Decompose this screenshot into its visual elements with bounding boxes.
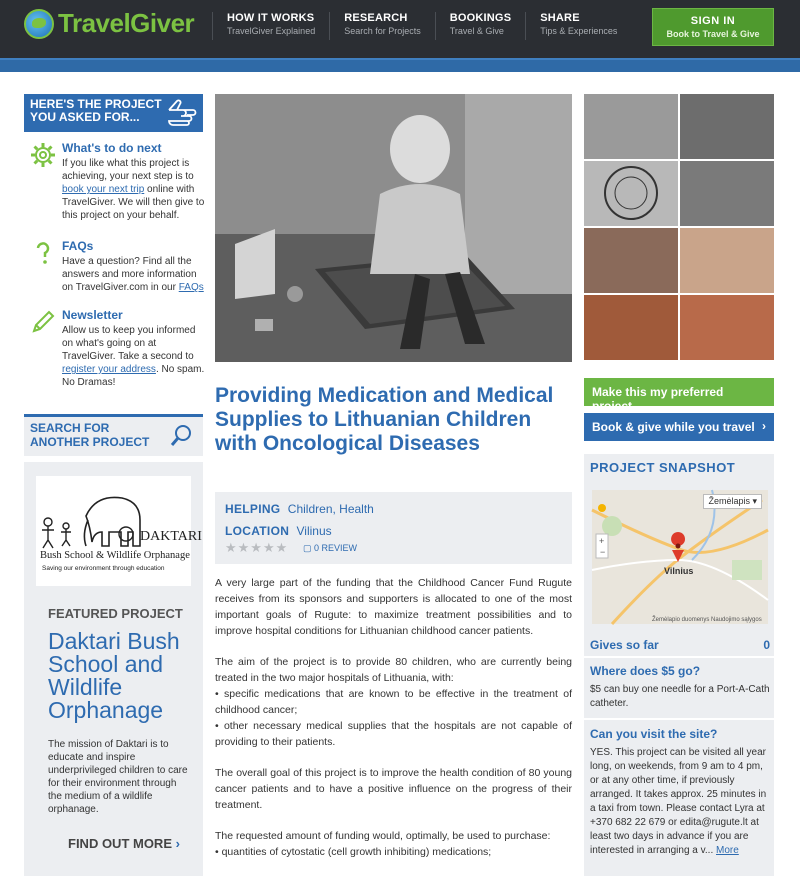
sign-in-label: SIGN IN: [690, 15, 736, 27]
banner-line: HERE'S THE PROJECT: [30, 97, 162, 111]
nav-title: BOOKINGS: [449, 12, 512, 24]
nav-title: RESEARCH: [344, 12, 408, 24]
daktari-logo-sub: Bush School & Wildlife Orphanage: [40, 550, 190, 561]
featured-project: [24, 462, 203, 876]
comment-icon: ▢: [303, 543, 312, 553]
divider: [584, 656, 774, 658]
description-paragraph: The overall goal of this project is to improve the health condition of 80 young cancer patients and to have a positive influence on the progress of their treatment.: [215, 767, 572, 811]
visit-more-link[interactable]: More: [716, 845, 739, 856]
faq-text: Have a question? Find all the answers and more information on TravelGiver.com in our: [62, 256, 197, 293]
rugute-seal-icon: [584, 161, 678, 226]
newsletter-text: Allow us to keep you informed on what's going on at TravelGiver. Take a second to: [62, 325, 196, 362]
description-paragraph: A very large part of the funding that the Childhood Cancer Fund Rugute receives from its sponsors and supporters is allocated to one of the most important goals of Rugute: to maximize treatment possibilities and to improve hospital conditions for Lithuanian childhood cancer patients.: [215, 577, 572, 637]
book-and-give-label: Book & give while you travel: [592, 420, 755, 434]
chevron-right-icon: ›: [762, 419, 766, 433]
project-main-photo[interactable]: [215, 94, 572, 362]
featured-description: The mission of Daktari is to educate and inspire underprivileged children to care for their environment through the medium of a wildlife orphanage.: [48, 739, 188, 815]
logo-text: TravelGiver: [58, 8, 195, 38]
thumbnail[interactable]: [680, 228, 774, 293]
globe-icon: [24, 9, 54, 39]
main-nav: [212, 12, 631, 40]
map-city-label: Vilnius: [664, 566, 694, 576]
newsletter-block: [30, 309, 205, 389]
thumbnail[interactable]: [680, 295, 774, 360]
question-mark-icon: [30, 240, 56, 266]
visit-description: YES. This project can be visited all year long, on weekends, from 9 am to 4 pm, or at any other time, if previously arranged. It takes approx. 25 minutes in a taxi from town. Please contact Lyra at +370 682 22 679 or edita@rugute.lt at least two days in advance if you are interested in arranging a v...: [590, 747, 767, 856]
daktari-logo-name: DAKTARI: [140, 529, 202, 544]
banner-line: YOU ASKED FOR...: [30, 110, 140, 124]
description-line: The requested amount of funding would, optimally, be used to purchase:: [215, 830, 551, 842]
pegman-icon: [598, 504, 606, 512]
visit-heading: Can you visit the site?: [590, 727, 718, 741]
whats-next-text: If you like what this project is achieving, your next step is to: [62, 158, 194, 182]
pointing-hand-icon: [167, 98, 197, 126]
pencil-icon: [30, 309, 56, 335]
divider: [584, 718, 774, 720]
thumbnail[interactable]: [680, 94, 774, 159]
whats-next-block: [30, 142, 205, 222]
location-value[interactable]: Vilinus: [296, 524, 332, 538]
description-line: The aim of the project is to provide 80 children, who are currently being treated in the two major hospitals of Lithuania, with:: [215, 656, 572, 684]
description-paragraph: [215, 654, 572, 750]
search-label: ANOTHER PROJECT: [30, 435, 150, 449]
thumbnail[interactable]: [584, 295, 678, 360]
newsletter-text: . No spam. No Dramas!: [62, 364, 205, 388]
gives-value: 0: [763, 638, 770, 652]
description-bullet: • other necessary medical supplies that the hospitals are not capable of providing to their patients.: [215, 720, 572, 748]
project-snapshot: [584, 454, 774, 876]
project-description: [215, 575, 572, 875]
snapshot-heading: PROJECT SNAPSHOT: [590, 460, 736, 475]
project-meta: [215, 492, 572, 564]
project-title: Providing Medication and Medical Supplies to Lithuanian Children with Oncological Diseases: [215, 384, 554, 455]
nav-subtitle: Travel & Give: [449, 26, 504, 36]
faq-heading: FAQs: [62, 239, 94, 253]
featured-title[interactable]: Daktari Bush School and Wildlife Orphanage: [48, 628, 180, 723]
zoom-out-icon: −: [600, 547, 606, 557]
location-label: LOCATION: [225, 524, 290, 538]
location-row: [225, 524, 562, 538]
nav-title: HOW IT WORKS: [227, 12, 315, 24]
nav-share[interactable]: [525, 12, 631, 40]
visit-text: [590, 746, 770, 858]
nav-how-it-works[interactable]: [212, 12, 329, 40]
search-another-project[interactable]: [24, 414, 203, 456]
find-out-more-label: FIND OUT MORE: [68, 836, 172, 851]
whats-next-text: online with TravelGiver. We will then give to this project on your behalf.: [62, 184, 205, 221]
featured-label: FEATURED PROJECT: [48, 606, 183, 621]
map-type-value: Žemėlapis: [708, 496, 750, 506]
magnifier-icon: [169, 423, 195, 449]
description-paragraph: [215, 828, 572, 860]
gives-label: Gives so far: [590, 638, 659, 652]
review-count: 0 REVIEW: [314, 543, 358, 553]
thumbnail[interactable]: [584, 94, 678, 159]
map-credit: Žemėlapio duomenys Naudojimo sąlygos: [652, 617, 762, 623]
header-blue-band: [0, 58, 800, 72]
daktari-logo[interactable]: [36, 476, 202, 586]
map-type-select[interactable]: Žemėlapis ▾: [703, 494, 762, 509]
helping-value[interactable]: Children, Health: [287, 502, 374, 516]
review-link[interactable]: [303, 543, 357, 554]
sign-in-sublabel: Book to Travel & Give: [666, 29, 760, 39]
nav-title: SHARE: [540, 12, 580, 24]
whats-next-heading: What's to do next: [62, 141, 162, 155]
preferred-project-button[interactable]: Make this my preferred project: [584, 378, 774, 406]
description-bullet: • specific medications that are known to be effective in the treatment of childhood cancer;: [215, 688, 572, 716]
description-bullet: • quantities of cytostatic (cell growth inhibiting) medications;: [215, 846, 492, 858]
location-map[interactable]: [592, 490, 768, 624]
search-label: SEARCH FOR: [30, 421, 110, 435]
nav-research[interactable]: [329, 12, 435, 40]
five-dollars-text: $5 can buy one needle for a Port-A-Cath catheter.: [590, 684, 770, 709]
nav-bookings[interactable]: [435, 12, 526, 40]
photo-thumbnails: [584, 94, 774, 362]
thumbnail[interactable]: [584, 228, 678, 293]
nav-subtitle: TravelGiver Explained: [227, 26, 316, 36]
project-asked-banner: [24, 94, 203, 132]
faq-link[interactable]: FAQs: [178, 282, 204, 293]
helping-row: [225, 502, 562, 516]
rating-stars[interactable]: ★★★★★: [225, 540, 289, 555]
faq-block: [30, 240, 205, 294]
zoom-in-icon: +: [599, 536, 605, 546]
book-and-give-button[interactable]: [584, 413, 774, 441]
travelgiver-logo[interactable]: [24, 8, 194, 39]
thumbnail[interactable]: [680, 161, 774, 226]
elephant-icon: [36, 476, 202, 586]
newsletter-heading: Newsletter: [62, 308, 123, 322]
nav-subtitle: Tips & Experiences: [540, 26, 618, 36]
daktari-logo-tagline: Saving our environment through education: [42, 565, 165, 572]
map-canvas: [592, 490, 768, 624]
register-address-link[interactable]: register your address: [62, 364, 156, 375]
gives-so-far-row: [590, 638, 770, 652]
chevron-right-icon: ›: [175, 836, 180, 851]
gear-icon: [30, 142, 56, 168]
child-hospital-photo: [215, 94, 572, 362]
top-navbar: [0, 0, 800, 58]
five-dollars-heading: Where does $5 go?: [590, 664, 701, 678]
sign-in-button[interactable]: [652, 8, 774, 46]
thumbnail[interactable]: [584, 161, 678, 226]
nav-subtitle: Search for Projects: [344, 26, 421, 36]
find-out-more-link[interactable]: [68, 836, 180, 851]
book-next-trip-link[interactable]: book your next trip: [62, 184, 145, 195]
helping-label: HELPING: [225, 502, 281, 516]
